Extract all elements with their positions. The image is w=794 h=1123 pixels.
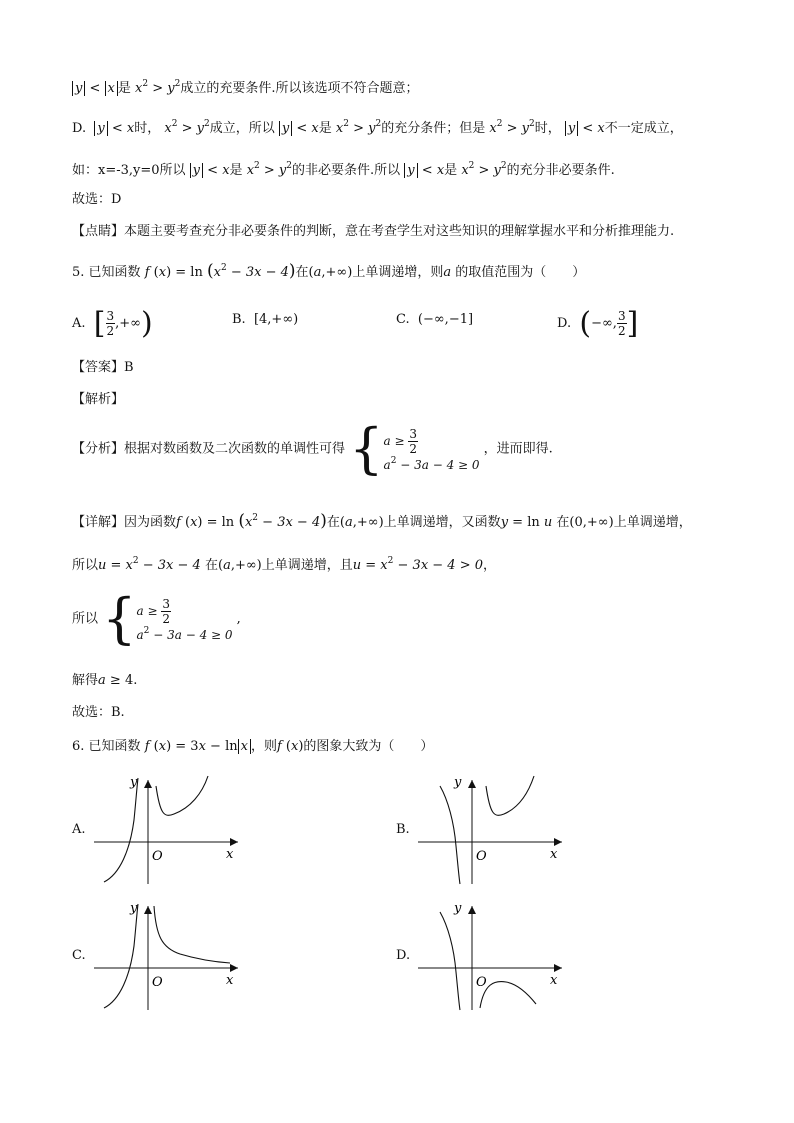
q5-option-d[interactable]: D. (−∞, $\frac{3}{2}$ ] <box>557 306 639 341</box>
so-system: 所以 {a ≥ $\frac{3}{2}$ $a^2 - 3a - 4 \ge 0$ , <box>72 587 241 650</box>
q5-option-b[interactable]: B. [4,+∞) <box>232 312 299 327</box>
graph-a-label[interactable]: A. <box>72 822 86 837</box>
line-1: y < x 是 $x^2 > y^2$成立的充要条件.所以该选项不符合题意； <box>72 74 419 99</box>
so-line: 所以$u = x^2 - 3x - 4$ 在(a,+∞)上单调递增，且$u = x^2 - 3x - 4 > 0$， <box>72 556 497 573</box>
right-branch <box>156 776 208 815</box>
left-branch <box>440 786 460 884</box>
choose-b: 故选：B. <box>72 705 125 720</box>
solve-line: 解得a ≥ 4. <box>72 673 138 688</box>
svg-text:x: x <box>550 973 558 988</box>
question-6: 6. 已知函数 f (x) = 3x − ln x ，则f (x)的图象大致为（ ） <box>72 739 434 754</box>
graph-a <box>90 770 250 888</box>
svg-text:y: y <box>130 901 138 916</box>
svg-text:x: x <box>550 847 558 862</box>
svg-text:O: O <box>476 975 487 990</box>
choose-d: 故选：D <box>72 192 122 207</box>
right-branch <box>486 776 534 815</box>
svg-text:O: O <box>152 849 163 864</box>
q5-option-a[interactable]: A. [ $\frac{3}{2}$ ,+∞) <box>72 306 153 341</box>
left-branch <box>104 904 138 1008</box>
graph-d-label[interactable]: D. <box>396 948 411 963</box>
q5-option-c[interactable]: C. (−∞,−1] <box>396 312 474 327</box>
answer-line: 【答案】B <box>72 360 134 375</box>
graph-b <box>414 770 574 888</box>
comment-tag: 【点睛】 <box>72 224 125 239</box>
svg-text:O: O <box>476 849 487 864</box>
svg-text:y: y <box>130 775 138 790</box>
right-branch <box>480 982 536 1008</box>
svg-text:x: x <box>226 973 234 988</box>
example-line: 如：x=-3,y=0所以 y < x是 $x^2 > y^2$的非必要条件.所以 y < x是 $x^2 > y^2$的充分非必要条件. <box>72 161 615 178</box>
option-d-line: D. y < x时， $x^2 > y^2$成立，所以 y < x是 $x^2 > y^2$的充分条件；但是 $x^2 > y^2$时， y < x不一定成立， <box>72 119 683 136</box>
svg-text:y: y <box>454 775 462 790</box>
graph-c-label[interactable]: C. <box>72 948 86 963</box>
svg-text:O: O <box>152 975 163 990</box>
analysis-tag: 【解析】 <box>72 392 125 407</box>
svg-text:y: y <box>454 901 462 916</box>
comment-line: 【点睛】本题主要考查充分非必要条件的判断，意在考查学生对这些知识的理解掌握水平和分析推理能力. <box>72 224 675 239</box>
graph-b-label[interactable]: B. <box>396 822 410 837</box>
graph-d <box>414 896 574 1014</box>
answer-tag: 【答案】 <box>72 360 125 375</box>
right-branch <box>154 906 230 963</box>
graph-c <box>90 896 250 1014</box>
left-branch <box>440 912 460 1010</box>
svg-text:x: x <box>226 847 234 862</box>
detail-line: 【详解】因为函数f $(x) = \ln (x^2 - 3x - 4)$在(a,+∞)上单调递增，又函数y = ln u 在(0,+∞)上单调递增， <box>72 511 692 531</box>
fenxi-line: 【分析】根据对数函数及二次函数的单调性可得 {a ≥ $\frac{3}{2}$ $a^2 - 3a - 4 \ge 0$ ，进而即得. <box>72 417 553 480</box>
left-branch <box>104 778 138 882</box>
question-5: 5. 已知函数 f $(x) = \ln (x^2 - 3x - 4)$在(a,+∞)上单调递增，则a 的取值范围为（ ） <box>72 261 586 281</box>
